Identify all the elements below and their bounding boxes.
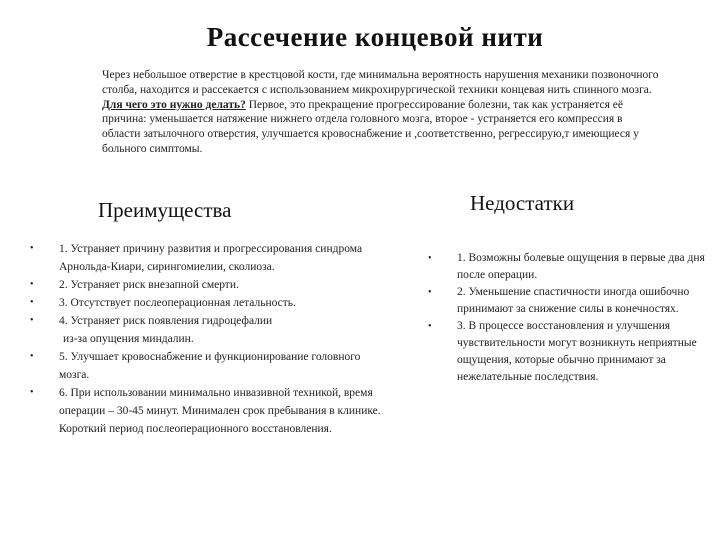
bullet-icon: • xyxy=(428,287,432,298)
list-item-continuation: из-за опущения миндалин. xyxy=(63,333,194,345)
intro-paragraph-2 xyxy=(102,98,662,157)
list-item: • 3. Отсутствует послеоперационная летальность. xyxy=(30,294,390,312)
list-item: • 1. Возможны болевые ощущения в первые два дня после операции. xyxy=(428,252,705,281)
bullet-icon: • xyxy=(30,351,34,362)
bullet-icon: • xyxy=(30,297,34,308)
advantages-list xyxy=(30,240,390,438)
intro-paragraph-1: Через небольшое отверстие в крестцовой кости, где минимальна вероятность нарушения механики позвоночного столба, находится и рассекается с использованием микрохирургической техники концевая нить спинного мозга. xyxy=(102,69,659,96)
list-item: • 4. Устраняет риск появления гидроцефалии xyxy=(30,312,390,330)
list-item: • 1. Устраняет причину развития и прогрессирования синдрома Арнольда-Киари, сирингомиелии, сколиоза. xyxy=(30,240,390,276)
bullet-icon: • xyxy=(428,321,432,332)
disadvantages-heading: Недостатки xyxy=(470,191,575,215)
list-item: • 3. В процессе восстановления и улучшения чувствительности могут возникнуть неприятные ощущения, которые обычно принимают за нежелательные последствия. xyxy=(428,320,697,383)
slide-title: Рассечение концевой нити xyxy=(206,22,544,52)
list-item: • 6. При использовании минимально инвазивной техникой, время операции – 30-45 минут. Минимален срок пребывания в клинике. Короткий период послеоперационного восстановления. xyxy=(30,384,390,438)
bullet-icon: • xyxy=(30,315,34,326)
advantages-heading: Преимущества xyxy=(98,198,232,222)
intro-question: Для чего это нужно делать? xyxy=(102,98,246,111)
list-item: • 2. Устраняет риск внезапной смерти. xyxy=(30,276,390,294)
bullet-icon: • xyxy=(30,387,34,398)
disadvantages-list xyxy=(428,250,718,386)
bullet-icon: • xyxy=(428,253,432,264)
bullet-icon: • xyxy=(30,279,34,290)
intro-answer: Первое, это прекращение прогрессирование болезни, так как устраняется её причина: уменьшается натяжение нижнего отдела головного мозга, второе - устраняется его компрессия в области затылочного отверстия, улучшается кровоснабжение и ,соответственно, регрессирую,т имеющиеся у больного симптомы. xyxy=(102,98,639,155)
list-item: • 5. Улучшает кровоснабжение и функционирование головного мозга. xyxy=(30,348,390,384)
list-item: • 2. Уменьшение спастичности иногда ошибочно принимают за снижение силы в конечностях. xyxy=(428,286,690,315)
intro-text xyxy=(102,68,662,157)
bullet-icon: • xyxy=(30,243,34,254)
